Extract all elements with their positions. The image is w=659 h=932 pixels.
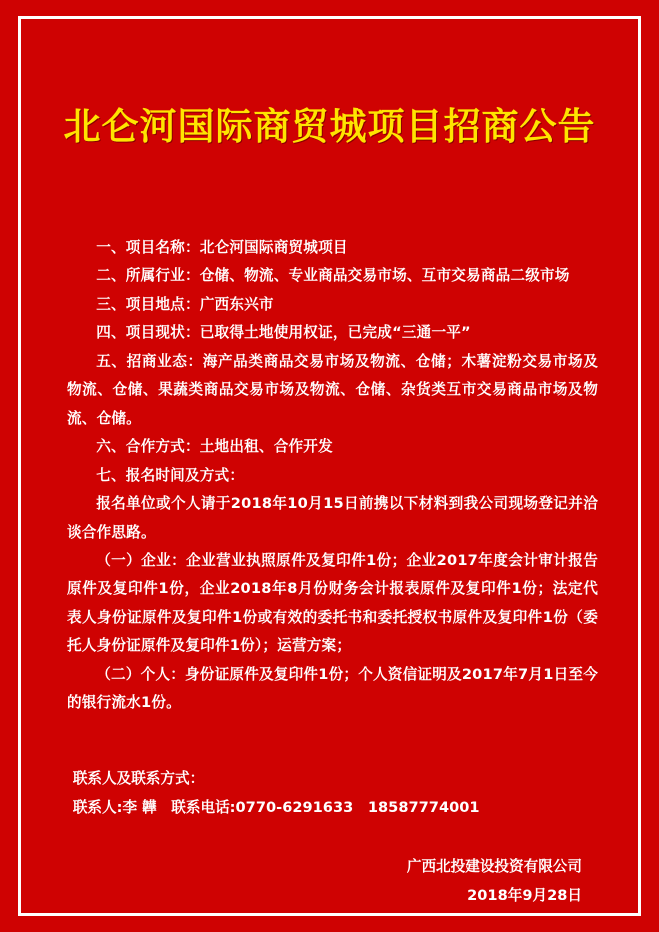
- body-paragraph: （二）个人：身份证原件及复印件1份；个人资信证明及2017年7月1日至今的银行流水1份。: [67, 665, 598, 712]
- page-title: 北仑河国际商贸城项目招商公告: [63, 105, 596, 148]
- body-paragraph: （一）企业：企业营业执照原件及复印件1份；企业2017年度会计审计报告原件及复印件1份，企业2018年8月份财务会计报表原件及复印件1份；法定代表人身份证原件及复印件1份或有效的委托书和委托授权书原件及复印件1份（委托人身份证原件及复印件1份）；运营方案；: [67, 551, 598, 655]
- body-paragraph: 六、合作方式：土地出租、合作开发: [96, 438, 333, 456]
- body-paragraph: 三、项目地点：广西东兴市: [96, 295, 274, 313]
- contact-details: 联系人:李 韡 联系电话:0770-6291633 18587774001: [72, 799, 480, 817]
- poster-border: [18, 16, 641, 916]
- signature-company: 广西北投建设投资有限公司: [406, 858, 582, 875]
- body-paragraph: 二、所属行业：仓储、物流、专业商品交易市场、互市交易商品二级市场: [96, 267, 570, 285]
- body-paragraph: 报名单位或个人请于2018年10月15日前携以下材料到我公司现场登记并洽谈合作思路。: [67, 495, 598, 541]
- body-paragraph: 四、项目现状：已取得土地使用权证，已完成“三通一平”: [96, 324, 471, 342]
- body-paragraph: 五、招商业态：海产品类商品交易市场及物流、仓储；木薯淀粉交易市场及物流、仓储、果蔬类商品交易市场及物流、仓储、杂货类互市交易商品市场及物流、仓储。: [67, 352, 598, 427]
- signature-section: [407, 852, 582, 910]
- contact-heading: 联系人及联系方式：: [72, 770, 205, 787]
- contact-section: [67, 764, 598, 822]
- announcement-body: [67, 234, 598, 718]
- signature-date: 2018年9月28日: [467, 887, 582, 905]
- body-paragraph: 一、项目名称：北仑河国际商贸城项目: [96, 239, 348, 256]
- body-paragraph: 七、报名时间及方式：: [96, 466, 245, 484]
